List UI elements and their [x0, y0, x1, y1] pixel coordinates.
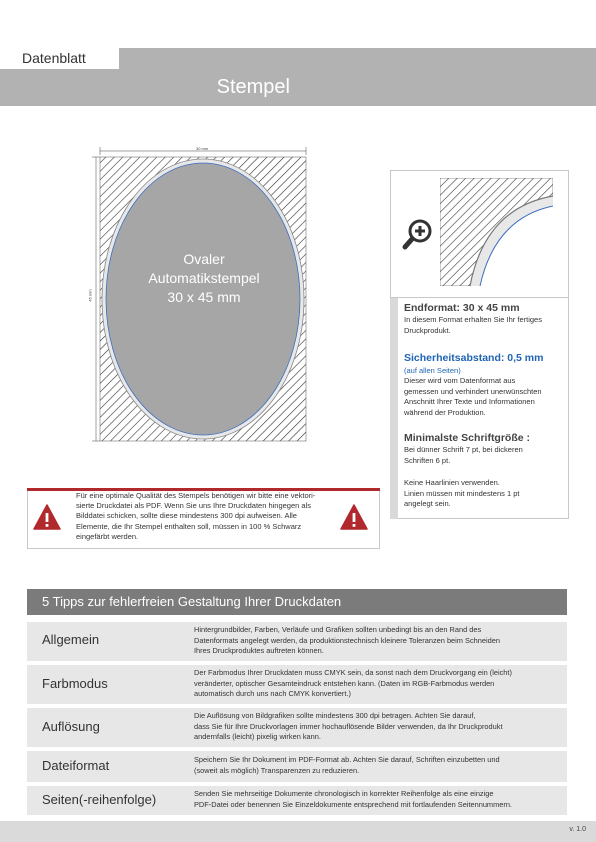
text-line: angelegt sein.: [404, 499, 451, 508]
info-side-strip: [390, 298, 398, 519]
safety-margin-subtitle: (auf allen Seiten): [404, 366, 461, 375]
text-line: Bei dünner Schrift 7 pt, bei dickeren: [404, 445, 523, 454]
warning-icon: [33, 503, 61, 531]
text-line: sierte Druckdatei als PDF. Wenn Sie uns Ihre Druckdaten hingegen als: [76, 501, 311, 511]
footer-band: [0, 821, 596, 842]
info-divider: [390, 297, 569, 298]
text-line: Keine Haarlinien verwenden.: [404, 478, 500, 487]
stamp-label-line: 30 x 45 mm: [167, 289, 241, 305]
tip-description: [194, 755, 562, 776]
text-line: andernfalls (leicht) pixelig wirken kann.: [194, 732, 321, 742]
text-line: Die Auflösung von Bildgrafiken sollte mindestens 300 dpi betragen. Achten Sie darauf,: [194, 711, 476, 720]
text-line: automatisch durch uns nach CMYK konvertiert.): [194, 689, 351, 699]
text-line: Anschnitt Ihrer Texte und Informationen: [404, 397, 535, 406]
text-line: Druckprodukt.: [404, 325, 451, 335]
tip-label: Dateiformat: [42, 758, 110, 773]
text-line: gemessen und verhindert unerwünschten: [404, 386, 542, 396]
tip-description: [194, 789, 562, 810]
text-line: Schriften 6 pt.: [404, 455, 451, 465]
page-title: Stempel: [216, 76, 290, 98]
stamp-label-line: Ovaler: [183, 251, 225, 267]
text-line: Speichern Sie Ihr Dokument im PDF-Format ab. Achten Sie darauf, Schriften einzubetten und: [194, 755, 500, 764]
text-line: PDF-Datei oder benennen Sie Einzeldokumente entsprechend mit fortlaufenden Seitennummern.: [194, 799, 512, 809]
text-line: Elemente, die Ihr Stempel enthalten soll, müssen in 100 % Schwarz: [76, 521, 302, 531]
tips-title: 5 Tipps zur fehlerfreien Gestaltung Ihrer Druckdaten: [42, 594, 342, 609]
endformat-heading: Endformat: 30 x 45 mm: [404, 302, 520, 314]
min-font-text: [404, 445, 564, 466]
tip-label: Farbmodus: [42, 676, 108, 691]
text-line: Linien müssen mit mindestens 1 pt: [404, 488, 520, 498]
corner-detail: [440, 178, 553, 286]
text-line: Für eine optimale Qualität des Stempels benötigen wir bitte eine vektori-: [76, 491, 316, 500]
endformat-text: [404, 315, 564, 336]
text-line: Ihres Druckproduktes auftreten können.: [194, 646, 324, 656]
tip-label: Seiten(-reihenfolge): [42, 792, 157, 807]
text-line: eingefärbt werden.: [76, 531, 139, 541]
text-line: während der Produktion.: [404, 407, 486, 417]
warning-icon: [340, 503, 368, 531]
safety-margin-heading: Sicherheitsabstand: 0,5 mm: [404, 352, 544, 364]
text-line: Senden Sie mehrseitige Dokumente chronologisch in korrekter Reihenfolge als eine einzige: [194, 789, 494, 798]
stamp-label-line: Automatikstempel: [148, 270, 260, 286]
text-line: Bilddatei schicken, sollte diese mindestens 300 dpi aufweisen. Alle: [76, 511, 297, 521]
tip-label: Auflösung: [42, 719, 100, 734]
tip-description: [194, 625, 562, 657]
text-line: Der Farbmodus Ihrer Druckdaten muss CMYK sein, da sonst nach dem Druckvorgang ein (leicht): [194, 668, 512, 677]
tip-description: [194, 668, 562, 700]
stamp-label: [106, 250, 302, 307]
text-line: Hintergrundbilder, Farben, Verläufe und Grafiken sollten unbedingt bis an den Rand des: [194, 625, 482, 634]
line-rules-text: [404, 478, 564, 510]
min-font-heading: Minimalste Schriftgröße :: [404, 432, 531, 444]
version-label: v. 1.0: [569, 826, 586, 833]
text-line: Datenformats angelegt werden, da produktionstechnisch kleinere Toleranzen beim Schneiden: [194, 635, 500, 645]
height-dimension-label: 45 mm: [87, 289, 93, 302]
tip-label: Allgemein: [42, 632, 100, 647]
text-line: Dieser wird vom Datenformat aus: [404, 376, 516, 385]
warning-text: [76, 491, 332, 542]
zoom-in-icon: [401, 217, 435, 251]
text-line: In diesem Format erhalten Sie Ihr fertiges: [404, 315, 542, 324]
width-dimension-label: 30 mm: [196, 146, 209, 151]
text-line: veränderter, optischer Gesamteindruck entstehen kann. (Daten im RGB-Farbmodus werden: [194, 678, 495, 688]
text-line: dass Sie für Ihre Druckvorlagen immer hochauflösende Bilder verwenden, da Ihr Druckprodukt: [194, 721, 503, 731]
text-line: (soweit als möglich) Transparenzen zu reduzieren.: [194, 765, 360, 775]
tip-description: [194, 711, 562, 743]
safety-margin-text: [404, 376, 566, 418]
datasheet-tab: Datenblatt: [0, 48, 119, 69]
